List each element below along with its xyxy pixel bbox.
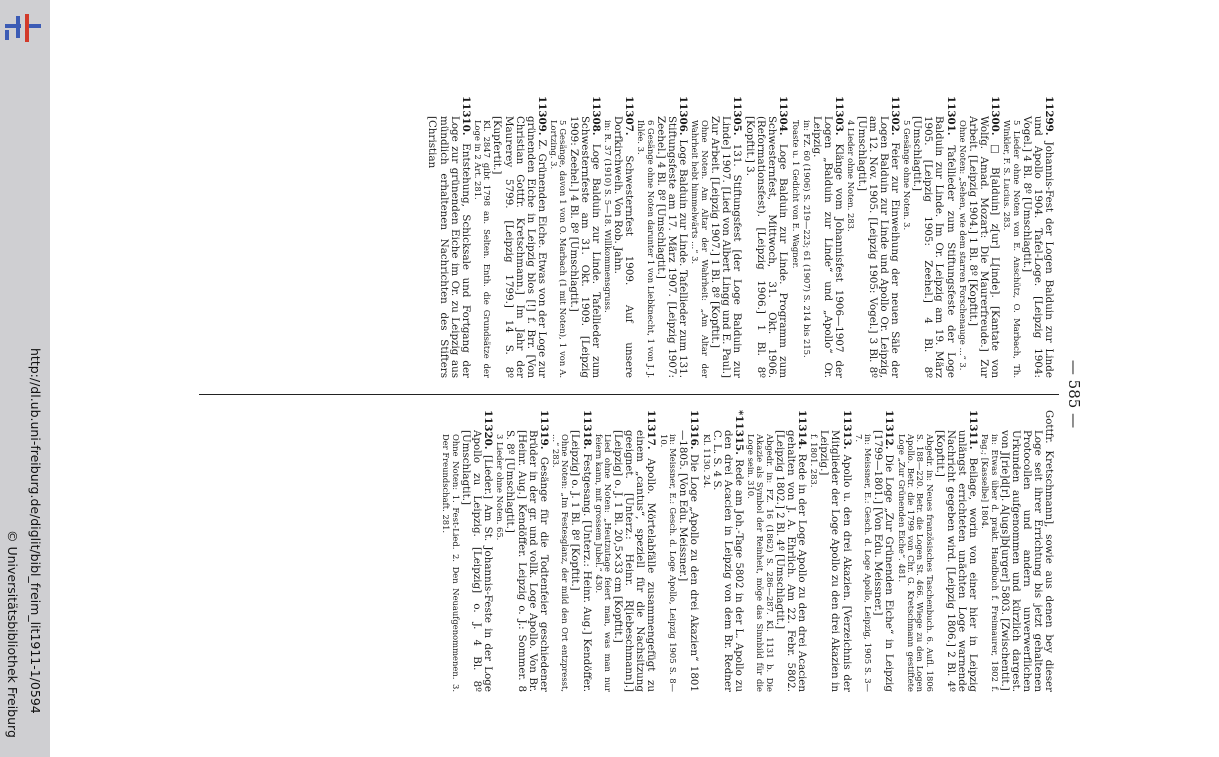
- bibliography-entry: [744, 96, 788, 378]
- bibliography-entry: [746, 410, 807, 692]
- bibliography-entry: [594, 410, 657, 692]
- entry-text: Apollo. Mörtelabfälle zusammengefügt zu einem „cantus“, speziell für die Nachsitzung geeignet. [Unterz.: Heinr. R[iebeschmann].] [Leipzig] o. J. 1 Bl. 20,5×33 cm [Kopftit.]: [612, 430, 658, 692]
- bibliography-entry: [441, 410, 493, 692]
- entry-number: 11306.: [677, 96, 690, 140]
- entry-note: in: Meissner, E.: Gesch. d. Loge Apollo, Leipzig, 1905 S. 3—7.: [853, 434, 874, 692]
- entry-number: 11301.: [944, 96, 957, 146]
- entry-text: 131. Stiftungsfest [der Loge Balduin zur Linde] 1907. [Lied von Albert Lingg und E. Paul.] Zur Arbeit. [Leipzig 1907.] 1 Bl. 8º [Kopftit.]: [708, 116, 743, 378]
- entry-number: 11307.: [623, 96, 636, 156]
- entry-note: Ohne Noten. Am Altar der Wahrheit: „Am Altar der Wahrheit hebt himmelwärts ...“ 3.: [690, 120, 710, 378]
- entry-text: Johannis-Fest der Logen Balduin zur Linde und Apollo 1904. Tafel-Loge. [Leipzig 1904: Vogel.] 4 Bl. 8º [Umschlagtit.]: [1020, 116, 1055, 378]
- entry-text: Feier zur Einweihung der neuen Säle der Logen Balduin zur Linde und Apollo Or. Leipzig, am 12. Nov. 1905. [Leipzig 1905: Vogel.] 3 Bl. 8º [Umschlagtit.]: [855, 116, 901, 378]
- bibliography-entry: [636, 96, 688, 378]
- entry-number: 11320.: [482, 410, 495, 455]
- entry-number: 11299.: [1043, 96, 1055, 142]
- entry-note: Toaste u. 1 Gedicht von E. Wagner.: [790, 120, 801, 269]
- entry-number: 11313.: [840, 410, 853, 455]
- entry-number: 11302.: [888, 96, 901, 143]
- entry-text: Rede in der Loge Apollo zu den drei Acacien gehalten von J. A. Ehrlich. Am 22. Febr. 5802. [Leipzig 1802.] 2 Bl. 4º [Umschlagtit.]: [773, 430, 809, 692]
- document-url[interactable]: http://dl.ub.uni-freiburg.de/diglit/bibl_freim_lit1911-1/0594: [28, 348, 43, 714]
- entry-note: 5 Gesänge ohne Noten. 3.: [902, 120, 913, 231]
- page-number: — 585 —: [1065, 359, 1083, 429]
- university-logo-icon[interactable]: [3, 8, 43, 48]
- entry-number: 11300.: [989, 96, 1002, 145]
- bibliography-entry: [790, 96, 799, 378]
- copyright-notice: © Universitätsbibliothek Freiburg: [5, 530, 20, 738]
- entry-text: Loge Balduin zur Linde. Tafellieder zum 131. Stiftungsfeste am 17. März 1907. [Leipzig 1907: Zeehel.] 4 Bl. 8º [Umschlagtit.]: [654, 116, 690, 378]
- scanned-page: [151, 96, 1083, 692]
- entry-note: Kl. 1130. 24.: [701, 434, 712, 489]
- bibliography-entry: [958, 96, 1001, 378]
- entry-note: Lied ohne Noten: „Heutzutage feiert man, was man nur feiern kann, mit grossem Jubel.“ 430.: [593, 434, 614, 692]
- entry-note: in: Meissner, E.: Gesch. d. Loge Apollo, Leipzig 1905 S. 8—10.: [658, 434, 679, 692]
- bibliography-entry: [701, 410, 744, 692]
- bibliography-entry: [551, 410, 592, 692]
- entry-note: f. 1801. 283.: [809, 434, 820, 488]
- bibliography-entry: [549, 96, 601, 378]
- bibliography-entry: [896, 410, 978, 692]
- entry-number: 11316.: [688, 410, 701, 455]
- bibliography-entry: [854, 410, 895, 692]
- entry-text: Schwesternfest 1909. Auf unsere Dorfkirchweih. Von Rob. Jahn.: [612, 116, 636, 379]
- entry-note: 5 Gesänge, davon 1 von O. Marbach (1 mit Noten), 1 von A. Lortzing. 3.: [549, 120, 569, 378]
- entry-note: Ohne Noten: 1. Fest-Lied. 2. Den Neuaufgenommenen. 3. Der Freundschaft. 281.: [441, 434, 461, 692]
- entry-note: Kl. 2847 gibt 1798 an. Selten. Enth. die Grundsätze der Loge in 2 Art. 281.: [473, 120, 493, 378]
- entry-text: Rede am Joh.-Tage 5802 in der L. Apollo zu den drei Acacien in Leipzig von dem Br. Redner C. L. S. 4 S.: [710, 430, 745, 692]
- bibliography-entry: [802, 96, 845, 378]
- entry-number: 11311.: [966, 410, 979, 458]
- entry-number: 11305.: [730, 96, 743, 144]
- entry-text: Loge Balduin zur Linde. Programm zum Schwesternfest, Mittwoch, 31. Okt. 1906. (Reformationsfest). [Leipzig 1906.] 1 Bl. 8º [Kopftit.] 3.: [744, 116, 790, 378]
- entry-text: Tafellieder zum Stiftungsfeste der Loge Balduin zur Linde. Im Or. Leipzig am 19. März 1905. [Leipzig 1905: Zeehel.] 4 Bl. 8º [Umschlagtit.]: [911, 116, 957, 378]
- entry-number: 11303.: [833, 96, 846, 144]
- entry-note: Abgedr. in: FZ. 16 (1862) S. 286—287. Kl. 1131 b. Die Akazie als Symbol der Reinheit, möge das Sinnbild für die Loge sein. 310.: [746, 434, 775, 692]
- bibliography-entry: [1002, 96, 1054, 378]
- entry-text: Klänge vom Johannisfest 1906—1907 der Logen „Balduin zur Linde“ und „Apollo“ Or. Leipzig.: [811, 116, 846, 378]
- right-column: [439, 410, 1054, 692]
- entry-note: in: FZ. 60 (1906) S. 219—223; 61 (1907) S. 214 bis 215.: [801, 120, 812, 358]
- entry-text: Z. Grünenden Eiche. Etwas von der Loge zur grünenden Eiche in Leipzig blos [!] f. Brr. [Von Christian Gottfr. Kretschmann.] Im Jahr der Maurerey 5799. [Leipzig 1799.] 14 S. 8º [Kupfertit.]: [491, 116, 548, 378]
- entry-number: 11312.: [883, 410, 896, 455]
- entry-text: □ B[alduin] z[ur] L[inde]. [Kantate von Wolfg. Amad. Mozart: Die Maurerfreude.] Zur Arbeit. [Leipzig 1904.] 1 Bl. 8º [Kopftit.]: [966, 116, 1002, 378]
- entry-number: 11304.: [777, 96, 790, 144]
- entry-note: 4 Lieder ohne Noten. 283.: [846, 120, 857, 232]
- entry-note: in: R. 37 (1910) S. 5—18. Willkommensgruss.: [603, 120, 614, 313]
- bibliography-entry: [902, 96, 956, 378]
- entry-number: 11319.: [537, 410, 550, 457]
- entry-note: in: Etwas über d. prakt. Handbuch f. Freimaurer, 1802 f. Pag.; [Kasselbe] 1804.: [980, 434, 1000, 692]
- entry-text: Apollo u. den drei Akazien. [Verzeichnis der Mitglieder der Loge Apollo zu den drei Akazien in Leipzig.]: [818, 430, 853, 692]
- bibliography-entry: [809, 410, 852, 692]
- bibliography-entry: [603, 96, 634, 378]
- entry-text: Festgesang. [Unterz.: Heinr. Aug.] Kendöffer. [Leipzig] o. J. 1 Bl. 8º [Kopftit.]: [569, 430, 593, 692]
- left-column: [424, 96, 1054, 378]
- bibliography-entry: [980, 410, 1054, 692]
- entry-text: Beilage, worin von einer hier in Leipzig unlängst errichteten unächten Loge warnende Nachricht gegeben wird. [Leipzig 1806.] 2 Bl. 4º [Kopftit.]: [933, 430, 979, 692]
- bibliography-entry: [846, 96, 900, 378]
- entry-text: Gottfr. Kretschmann], sowie aus denen bey dieser Loge seit ihrer Errichtung bis jetzt gehaltenen Protocollen und andern unverwerflichen Urkunden aufgenommen und kürzlich dargest. von J[rie]d[r]. A[ugs]b[urger] 5803. [Zwischentit.]: [998, 410, 1055, 692]
- bibliography-entry: [690, 96, 742, 378]
- entry-note: Ohne Noten: „Im Festesglanz, der mild den Ort entzpresst, ...“ 283.: [551, 434, 571, 692]
- entry-text: Gesänge für die Todtenfeier geschiedener Brüder in der gr. und vollk. Loge Apollo. Von Br. [Heinr. Aug.] Kendöffer. Leipzig o. J.: Sommer. 8 S. 8º [Umschlagtit.]: [504, 430, 550, 692]
- bibliography-entry: [658, 410, 699, 692]
- entry-note: 6 Gesänge ohne Noten darunter 1 von Liebknecht, 1 von J. J. Ihlée. 3.: [636, 120, 656, 378]
- bibliography-entry: [473, 96, 547, 378]
- entry-number: 11314.: [796, 410, 809, 454]
- entry-note: 3 Lieder ohne Noten. 65.: [495, 434, 506, 541]
- entry-text: [Lieder.] Am St. Johannis-Feste in der Loge Apollo zu Leipzig. [Leipzig] o. J. 4 Bl. 8º [Umschlagtit.]: [459, 430, 495, 692]
- entry-number: 11308.: [589, 96, 602, 144]
- entry-number: 11309.: [535, 96, 548, 140]
- bibliography-entry: [426, 96, 470, 378]
- entry-number: *11315.: [732, 410, 745, 460]
- entry-text: Die Loge „Zur Grünenden Eiche“ in Leipzig [1799—1801.] [Von Edu. Meissner.]: [872, 430, 896, 692]
- entry-number: 11318.: [580, 410, 593, 454]
- entry-number: 11310.: [459, 96, 472, 144]
- column-divider: [199, 394, 1059, 395]
- viewer-sidebar: [0, 0, 50, 757]
- entry-text: Loge Balduin zur Linde. Tafellieder zum Schwesternfeste am 31. Okt. 1909. [Leipzig 1909: Zeehel.] 4 Bl. 8º [Umschlagtit.]: [567, 116, 602, 378]
- entry-note: Ohne Noten: „Sehen, wie dem starren Forschenauge ...“ 3.: [957, 120, 968, 371]
- entry-note: Abgedr. in: Neues französisches Taschenbuch. 6. Aufl. 1806 S. 188—220. Betr. die Logen St. 466. Wiege zu den Logen Apollo. Betr. die 1799 von Chr. G. Kretschmann gestiftete Loge „Zur Grünenden Eiche“. 481.: [896, 434, 935, 692]
- entry-number: 11317.: [645, 410, 658, 459]
- bibliography-entry: [495, 410, 549, 692]
- entry-note: 5 Lieder ohne Noten von E. Anschütz, O. Marbach, Th. Winkler, F. S. Lucius. 283.: [1002, 120, 1022, 378]
- entry-text: Die Loge „Apollo zu den drei Akazien“ 1801—1805. [Von Edu. Meissner.]: [677, 430, 701, 692]
- entry-text: Entstehung, Schicksale und Fortgang der Loge zur grünenden Eiche im Or. zu Leipzig aus mündlich erhaltenen Nachrichten des Stifters [Christian: [426, 116, 472, 378]
